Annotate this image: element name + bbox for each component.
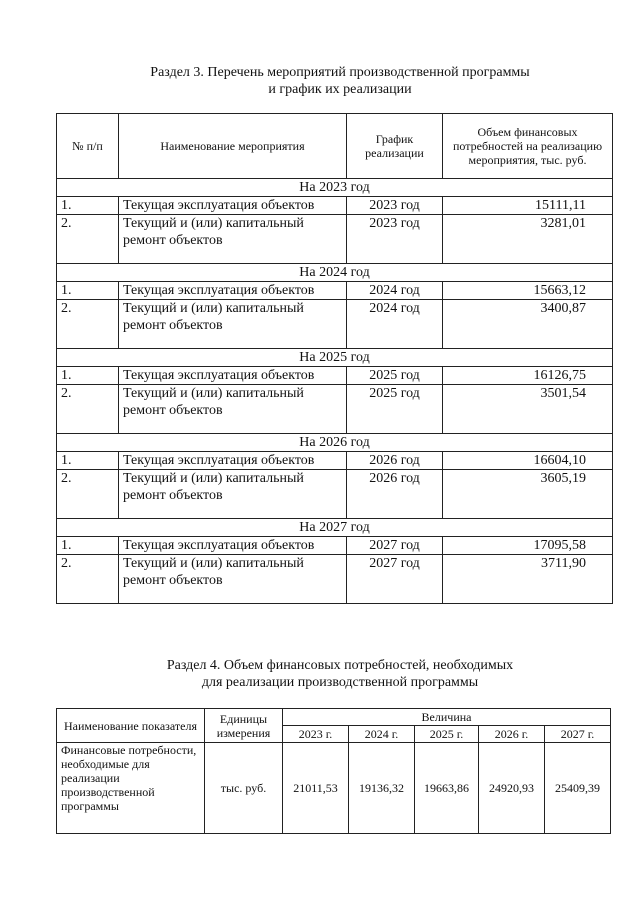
row-name: Текущая эксплуатация объектов (119, 282, 347, 300)
row-number: 2. (57, 215, 119, 264)
value-cell: 24920,93 (479, 743, 545, 834)
table-row (57, 197, 613, 215)
section4-table (56, 708, 611, 834)
year-header: 2026 г. (479, 726, 545, 743)
section3-table-body (57, 179, 613, 604)
row-schedule: 2027 год (347, 537, 443, 555)
year-row (57, 264, 613, 282)
header-unit: Единицы измерения (205, 709, 283, 743)
header-value: Величина (283, 709, 611, 726)
section3-table (56, 113, 613, 604)
table-header-row (57, 709, 611, 726)
year-header: 2025 г. (415, 726, 479, 743)
row-name: Текущая эксплуатация объектов (119, 197, 347, 215)
year-label: На 2026 год (57, 434, 613, 452)
section3-title-line2: и график их реализации (268, 82, 412, 97)
row-schedule: 2024 год (347, 300, 443, 349)
row-amount: 17095,58 (443, 537, 613, 555)
year-label: На 2025 год (57, 349, 613, 367)
row-schedule: 2027 год (347, 555, 443, 604)
value-cell: 19136,32 (349, 743, 415, 834)
year-row (57, 179, 613, 197)
year-header: 2027 г. (545, 726, 611, 743)
header-amount: Объем финансовых потребностей на реализацию мероприятия, тыс. руб. (443, 114, 613, 179)
section4-title-line1: Раздел 4. Объем финансовых потребностей, необходимых (166, 658, 514, 673)
row-amount: 3605,19 (443, 470, 613, 519)
row-amount: 15663,12 (443, 282, 613, 300)
header-name: Наименование мероприятия (119, 114, 347, 179)
table-row (57, 470, 613, 519)
row-schedule: 2026 год (347, 470, 443, 519)
row-schedule: 2026 год (347, 452, 443, 470)
row-schedule: 2024 год (347, 282, 443, 300)
row-name: Текущая эксплуатация объектов (119, 452, 347, 470)
row-name: Текущий и (или) капитальный ремонт объектов (119, 300, 347, 349)
row-amount: 3400,87 (443, 300, 613, 349)
year-row (57, 434, 613, 452)
section3-title-line1: Раздел 3. Перечень мероприятий производственной программы (150, 65, 530, 80)
row-number: 2. (57, 555, 119, 604)
row-name: Текущая эксплуатация объектов (119, 367, 347, 385)
row-amount: 16126,75 (443, 367, 613, 385)
row-schedule: 2025 год (347, 367, 443, 385)
table-row (57, 367, 613, 385)
section4-heading (20, 657, 640, 691)
table-row (57, 743, 611, 834)
section4-title-line2: для реализации производственной программы (201, 675, 479, 690)
value-cell: 25409,39 (545, 743, 611, 834)
indicator-cell: Финансовые потребности, необходимые для реализации производственной программы (57, 743, 205, 834)
row-number: 2. (57, 470, 119, 519)
row-number: 2. (57, 300, 119, 349)
table-row (57, 282, 613, 300)
year-label: На 2027 год (57, 519, 613, 537)
year-row (57, 519, 613, 537)
row-number: 1. (57, 537, 119, 555)
year-header: 2023 г. (283, 726, 349, 743)
table-row (57, 215, 613, 264)
row-number: 1. (57, 452, 119, 470)
row-number: 1. (57, 197, 119, 215)
row-amount: 3711,90 (443, 555, 613, 604)
header-indicator: Наименование показателя (57, 709, 205, 743)
row-name: Текущий и (или) капитальный ремонт объектов (119, 555, 347, 604)
row-schedule: 2025 год (347, 385, 443, 434)
row-number: 1. (57, 367, 119, 385)
row-name: Текущая эксплуатация объектов (119, 537, 347, 555)
header-schedule: График реализации (347, 114, 443, 179)
year-header: 2024 г. (349, 726, 415, 743)
row-number: 2. (57, 385, 119, 434)
section3-heading (20, 64, 640, 98)
row-amount: 15111,11 (443, 197, 613, 215)
header-num: № п/п (57, 114, 119, 179)
year-label: На 2024 год (57, 264, 613, 282)
year-label: На 2023 год (57, 179, 613, 197)
row-amount: 16604,10 (443, 452, 613, 470)
table-row (57, 385, 613, 434)
row-name: Текущий и (или) капитальный ремонт объектов (119, 385, 347, 434)
value-cell: 19663,86 (415, 743, 479, 834)
table-row (57, 555, 613, 604)
table-row (57, 537, 613, 555)
row-schedule: 2023 год (347, 197, 443, 215)
row-name: Текущий и (или) капитальный ремонт объектов (119, 470, 347, 519)
table-row (57, 300, 613, 349)
value-cell: 21011,53 (283, 743, 349, 834)
table-header-row (57, 114, 613, 179)
row-schedule: 2023 год (347, 215, 443, 264)
unit-cell: тыс. руб. (205, 743, 283, 834)
row-amount: 3501,54 (443, 385, 613, 434)
table-row (57, 452, 613, 470)
year-row (57, 349, 613, 367)
row-amount: 3281,01 (443, 215, 613, 264)
row-name: Текущий и (или) капитальный ремонт объектов (119, 215, 347, 264)
row-number: 1. (57, 282, 119, 300)
